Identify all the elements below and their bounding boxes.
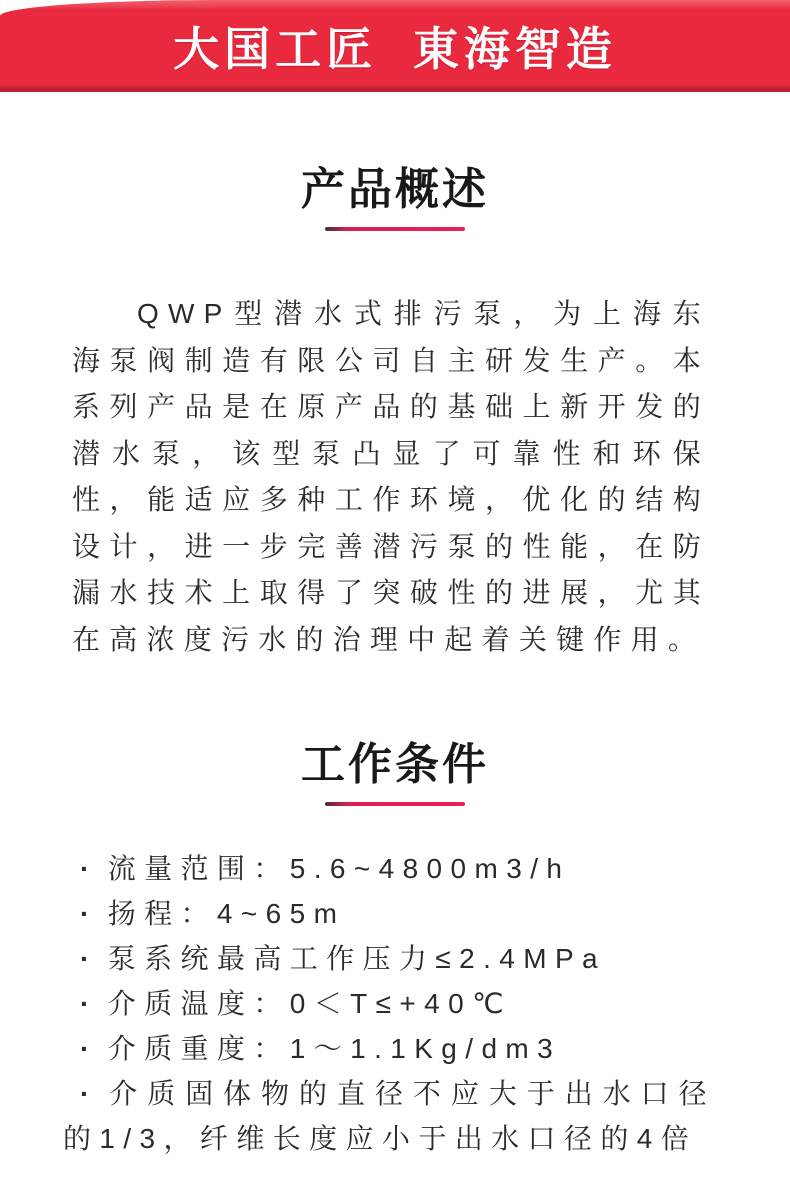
bullet-dot-icon: · [80, 1078, 98, 1109]
list-item-text: 介质温度：0＜T≤+40℃ [107, 988, 512, 1019]
product-overview-paragraph: QWP型潜水式排污泵，为上海东海泵阀制造有限公司自主研发生产。本系列产品是在原产品的基础上新开发的潜水泵，该型泵凸显了可靠性和环保性，能适应多种工作环境，优化的结构设计，进一步完善潜污泵的性能，在防漏水技术上取得了突破性的进展，尤其在高浓度污水的治理中起着关键作用。 [72, 298, 710, 655]
list-item-text: 泵系统最高工作压力≤2.4MPa [107, 943, 606, 974]
section-product-overview [0, 164, 790, 663]
bullet-dot-icon: · [80, 898, 98, 929]
title-underline [325, 227, 465, 231]
list-item [63, 1071, 715, 1161]
list-item [63, 1026, 715, 1071]
list-item-text: 流量范围：5.6~4800m3/h [107, 853, 571, 884]
bullet-dot-icon: · [80, 1033, 98, 1064]
title-underline [325, 802, 465, 806]
top-banner [0, 0, 790, 92]
bullet-dot-icon: · [80, 943, 98, 974]
section-working-conditions [0, 739, 790, 1161]
list-item [63, 936, 715, 981]
bullet-dot-icon: · [80, 988, 98, 1019]
list-item [63, 981, 715, 1026]
list-item [63, 891, 715, 936]
working-conditions-list [63, 846, 715, 1161]
bullet-dot-icon: · [80, 853, 98, 884]
list-item-text: 介质固体物的直径不应大于出水口径的1/3，纤维长度应小于出水口径的4倍 [63, 1078, 715, 1154]
product-overview-title: 产品概述 [301, 165, 489, 214]
list-item [63, 846, 715, 891]
list-item-text: 介质重度：1～1.1Kg/dm3 [107, 1033, 562, 1064]
list-item-text: 扬程：4~65m [107, 898, 346, 929]
banner-title: 大国工匠 東海智造 [173, 23, 617, 75]
working-conditions-title: 工作条件 [301, 740, 489, 789]
